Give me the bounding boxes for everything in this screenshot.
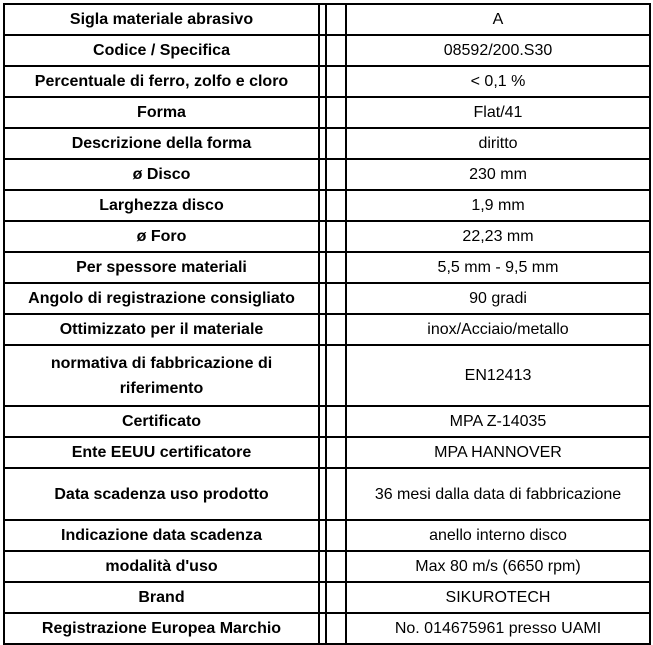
row-label: Registrazione Europea Marchio bbox=[4, 613, 319, 644]
spacer-cell bbox=[319, 437, 326, 468]
row-value: 36 mesi dalla data di fabbricazione bbox=[346, 468, 650, 520]
table-row bbox=[4, 520, 650, 551]
row-value: < 0,1 % bbox=[346, 66, 650, 97]
spacer-cell bbox=[326, 613, 346, 644]
row-value: MPA HANNOVER bbox=[346, 437, 650, 468]
spacer-cell bbox=[326, 437, 346, 468]
table-row bbox=[4, 613, 650, 644]
table-row bbox=[4, 252, 650, 283]
spacer-cell bbox=[319, 345, 326, 406]
row-label: Per spessore materiali bbox=[4, 252, 319, 283]
spacer-cell bbox=[326, 66, 346, 97]
spacer-cell bbox=[326, 314, 346, 345]
row-label: Descrizione della forma bbox=[4, 128, 319, 159]
spacer-cell bbox=[326, 252, 346, 283]
row-value: 230 mm bbox=[346, 159, 650, 190]
spacer-cell bbox=[319, 252, 326, 283]
row-label: Percentuale di ferro, zolfo e cloro bbox=[4, 66, 319, 97]
table-row bbox=[4, 4, 650, 35]
spacer-cell bbox=[319, 190, 326, 221]
table-row bbox=[4, 468, 650, 520]
table-row bbox=[4, 551, 650, 582]
spacer-cell bbox=[319, 468, 326, 520]
row-value: Flat/41 bbox=[346, 97, 650, 128]
row-value: 22,23 mm bbox=[346, 221, 650, 252]
spacer-cell bbox=[319, 159, 326, 190]
spacer-cell bbox=[326, 35, 346, 66]
row-value: MPA Z-14035 bbox=[346, 406, 650, 437]
row-value: EN12413 bbox=[346, 345, 650, 406]
row-label: Ente EEUU certificatore bbox=[4, 437, 319, 468]
row-value: anello interno disco bbox=[346, 520, 650, 551]
table-row bbox=[4, 221, 650, 252]
spacer-cell bbox=[319, 35, 326, 66]
spacer-cell bbox=[326, 406, 346, 437]
spec-table bbox=[3, 3, 651, 645]
row-label: Certificato bbox=[4, 406, 319, 437]
row-label: Angolo di registrazione consigliato bbox=[4, 283, 319, 314]
table-row bbox=[4, 35, 650, 66]
row-value: 5,5 mm - 9,5 mm bbox=[346, 252, 650, 283]
spacer-cell bbox=[319, 613, 326, 644]
row-label: Brand bbox=[4, 582, 319, 613]
row-value: 1,9 mm bbox=[346, 190, 650, 221]
row-value: 08592/200.S30 bbox=[346, 35, 650, 66]
spacer-cell bbox=[326, 283, 346, 314]
row-value: inox/Acciaio/metallo bbox=[346, 314, 650, 345]
spacer-cell bbox=[326, 159, 346, 190]
table-row bbox=[4, 190, 650, 221]
spacer-cell bbox=[326, 221, 346, 252]
table-row bbox=[4, 128, 650, 159]
spacer-cell bbox=[319, 582, 326, 613]
spacer-cell bbox=[319, 283, 326, 314]
spacer-cell bbox=[319, 406, 326, 437]
spacer-cell bbox=[326, 520, 346, 551]
spacer-cell bbox=[319, 314, 326, 345]
spacer-cell bbox=[319, 4, 326, 35]
table-row bbox=[4, 97, 650, 128]
row-label: Sigla materiale abrasivo bbox=[4, 4, 319, 35]
spacer-cell bbox=[326, 582, 346, 613]
row-label: Larghezza disco bbox=[4, 190, 319, 221]
spacer-cell bbox=[326, 190, 346, 221]
table-row bbox=[4, 159, 650, 190]
row-label: Ottimizzato per il materiale bbox=[4, 314, 319, 345]
spacer-cell bbox=[319, 97, 326, 128]
spacer-cell bbox=[319, 66, 326, 97]
row-value: Max 80 m/s (6650 rpm) bbox=[346, 551, 650, 582]
table-row bbox=[4, 345, 650, 406]
table-row bbox=[4, 582, 650, 613]
row-label: modalità d'uso bbox=[4, 551, 319, 582]
spacer-cell bbox=[326, 468, 346, 520]
row-value: No. 014675961 presso UAMI bbox=[346, 613, 650, 644]
spacer-cell bbox=[326, 97, 346, 128]
row-label: normativa di fabbricazione di riferimento bbox=[4, 345, 319, 406]
spacer-cell bbox=[326, 551, 346, 582]
spacer-cell bbox=[326, 128, 346, 159]
spacer-cell bbox=[326, 4, 346, 35]
row-value: A bbox=[346, 4, 650, 35]
spacer-cell bbox=[326, 345, 346, 406]
row-label: ø Foro bbox=[4, 221, 319, 252]
row-value: SIKUROTECH bbox=[346, 582, 650, 613]
row-value: diritto bbox=[346, 128, 650, 159]
row-label: Data scadenza uso prodotto bbox=[4, 468, 319, 520]
spacer-cell bbox=[319, 221, 326, 252]
table-row bbox=[4, 406, 650, 437]
table-row bbox=[4, 314, 650, 345]
spacer-cell bbox=[319, 128, 326, 159]
row-label: Indicazione data scadenza bbox=[4, 520, 319, 551]
table-row bbox=[4, 283, 650, 314]
spacer-cell bbox=[319, 551, 326, 582]
row-label: Codice / Specifica bbox=[4, 35, 319, 66]
row-label: ø Disco bbox=[4, 159, 319, 190]
row-label: Forma bbox=[4, 97, 319, 128]
table-row bbox=[4, 66, 650, 97]
row-value: 90 gradi bbox=[346, 283, 650, 314]
table-row bbox=[4, 437, 650, 468]
spacer-cell bbox=[319, 520, 326, 551]
